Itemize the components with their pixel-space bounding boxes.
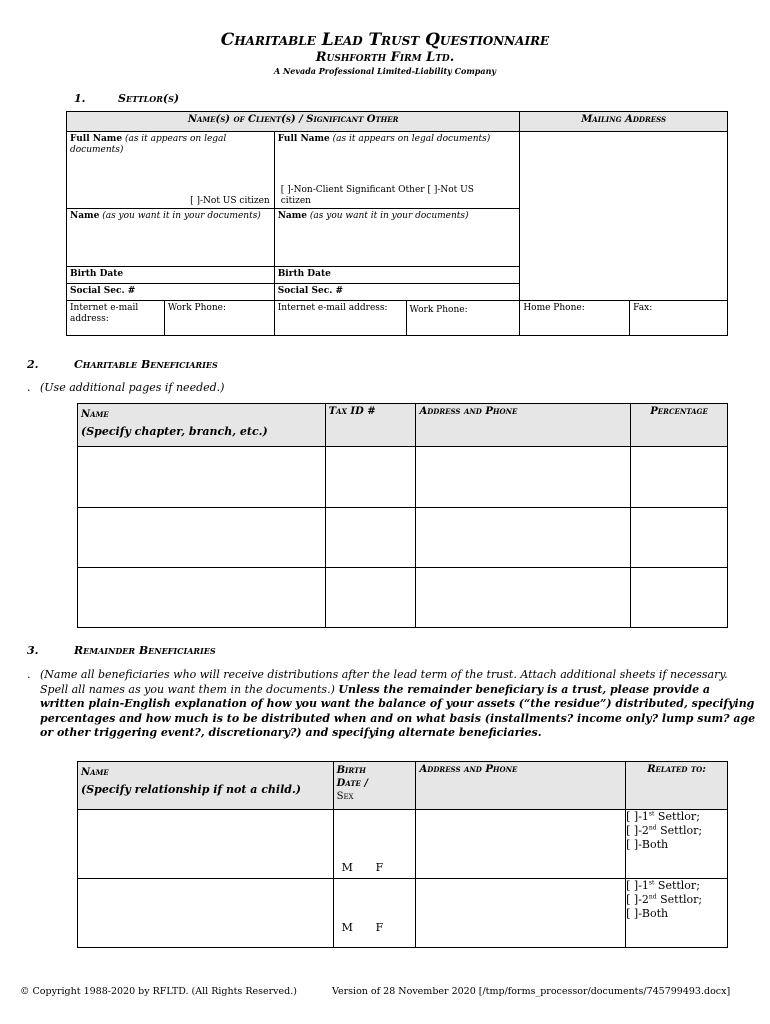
- client2-email[interactable]: Internet e-mail address:: [274, 301, 406, 336]
- client2-ssn[interactable]: Social Sec. #: [274, 284, 520, 301]
- charity-address-input[interactable]: [416, 508, 631, 568]
- percentage-column-header: Percentage: [631, 404, 728, 447]
- section2-note-prefix: .: [27, 381, 31, 394]
- client1-full-name-cell[interactable]: [67, 132, 275, 209]
- footer-copyright: © Copyright 1988-2020 by RFLTD. (All Rights Reserved.): [20, 986, 297, 997]
- mailing-address-cell[interactable]: [520, 132, 728, 301]
- remainder-address-input[interactable]: [416, 810, 626, 879]
- charity-address-input[interactable]: [416, 568, 631, 628]
- address-column-header: Address and Phone: [416, 404, 631, 447]
- section2-note: (Use additional pages if needed.): [40, 381, 225, 394]
- client1-work-phone[interactable]: Work Phone:: [164, 301, 274, 336]
- section2-title: Charitable Beneficiaries: [74, 358, 218, 371]
- sex-f-option[interactable]: F: [375, 861, 384, 874]
- name-header-label: Name: [81, 767, 109, 778]
- home-phone[interactable]: Home Phone:: [520, 301, 630, 336]
- section1-number: 1.: [74, 92, 86, 105]
- remainder-birth-sex-input[interactable]: [333, 879, 416, 948]
- full-name-label: Full Name: [277, 134, 330, 144]
- full-name-label: Full Name: [70, 134, 123, 144]
- client2-name-cell[interactable]: [274, 209, 520, 267]
- taxid-column-header: Tax ID #: [325, 404, 416, 447]
- related-column-header: Related to:: [626, 762, 728, 810]
- birth-header-l2: Date /: [336, 778, 368, 789]
- client2-birth-date[interactable]: Birth Date: [274, 267, 520, 284]
- client1-name-cell[interactable]: [67, 209, 275, 267]
- charity-percentage-input[interactable]: [631, 568, 728, 628]
- section3-note: [40, 668, 758, 741]
- client1-email[interactable]: Internet e-mail address:: [67, 301, 165, 336]
- remainder-beneficiaries-table: [77, 761, 728, 948]
- client1-ssn[interactable]: Social Sec. #: [67, 284, 275, 301]
- client1-birth-date[interactable]: Birth Date: [67, 267, 275, 284]
- address-column-header: Address and Phone: [416, 762, 626, 810]
- birth-header-l3: Sex: [336, 791, 354, 802]
- form-title: Charitable Lead Trust Questionnaire: [220, 30, 550, 50]
- related-to-options: [626, 810, 728, 879]
- settlor-table: [66, 111, 728, 336]
- footer-version: Version of 28 November 2020 [/tmp/forms_processor/documents/745799493.docx]: [332, 986, 731, 997]
- mailing-column-header: Mailing Address: [520, 112, 728, 132]
- full-name-hint: (as it appears on legal documents): [332, 134, 491, 144]
- fax[interactable]: Fax:: [630, 301, 728, 336]
- charity-address-input[interactable]: [416, 447, 631, 508]
- section3-note-bold: Unless the remainder beneficiary is a trust, please provide a written plain-English explanation of how you want the balance of your assets (“the residue”) distributed, specifying percentages and how much is to be distributed when and on what basis (installments? income only? lump sum? age or other triggering event?, discretionary?) and specifying alternate beneficiaries.: [40, 682, 756, 739]
- section3-title: Remainder Beneficiaries: [74, 644, 216, 657]
- sex-m-option[interactable]: M: [341, 861, 353, 874]
- charity-taxid-input[interactable]: [325, 508, 416, 568]
- related-second-settlor[interactable]: [ ]-2nd Settlor;: [626, 824, 703, 837]
- sex-m-option[interactable]: M: [341, 921, 353, 934]
- related-first-settlor[interactable]: [ ]-1st Settlor;: [626, 879, 700, 892]
- charitable-beneficiaries-table: [77, 403, 728, 628]
- related-to-options: [626, 879, 728, 948]
- non-client-checkbox[interactable]: [ ]-Non-Client Significant Other [ ]-Not US citizen: [280, 185, 474, 206]
- name-hint: (as you want it in your documents): [309, 211, 469, 221]
- name-column-header: [78, 404, 326, 447]
- birth-header-l1: Birth: [336, 765, 366, 776]
- charity-taxid-input[interactable]: [325, 568, 416, 628]
- birth-sex-column-header: [333, 762, 416, 810]
- firm-subtitle: A Nevada Professional Limited-Liability Company: [273, 66, 497, 76]
- firm-name: Rushforth Firm Ltd.: [315, 50, 455, 65]
- charity-name-input[interactable]: [78, 447, 326, 508]
- name-header-label: Name: [81, 409, 109, 420]
- related-first-settlor[interactable]: [ ]-1st Settlor;: [626, 810, 700, 823]
- charity-name-input[interactable]: [78, 508, 326, 568]
- name-hint: (as you want it in your documents): [102, 211, 261, 221]
- name-header-hint: (Specify chapter, branch, etc.): [81, 425, 268, 438]
- name-label: Name: [277, 211, 308, 221]
- section3-note-prefix: .: [27, 668, 31, 681]
- name-header-hint: (Specify relationship if not a child.): [81, 783, 301, 796]
- remainder-name-input[interactable]: [78, 879, 334, 948]
- sex-f-option[interactable]: F: [375, 921, 384, 934]
- client2-work-phone[interactable]: Work Phone:: [406, 301, 520, 336]
- charity-name-input[interactable]: [78, 568, 326, 628]
- name-column-header: [78, 762, 334, 810]
- remainder-name-input[interactable]: [78, 810, 334, 879]
- section3-number: 3.: [27, 644, 39, 657]
- remainder-birth-sex-input[interactable]: [333, 810, 416, 879]
- client2-full-name-cell[interactable]: [274, 132, 520, 209]
- clients-column-header: Name(s) of Client(s) / Significant Other: [67, 112, 520, 132]
- section2-number: 2.: [27, 358, 39, 371]
- related-both[interactable]: [ ]-Both: [626, 838, 669, 851]
- charity-percentage-input[interactable]: [631, 447, 728, 508]
- related-both[interactable]: [ ]-Both: [626, 907, 669, 920]
- charity-percentage-input[interactable]: [631, 508, 728, 568]
- not-us-citizen-checkbox[interactable]: [ ]-Not US citizen: [190, 196, 270, 206]
- section3-note-italic: (Name all beneficiaries who will receive distributions after the lead term of the trust. Attach additional sheets if necessary. Spell all names as you want them in the documents.): [40, 668, 728, 696]
- section1-title: Settlor(s): [118, 92, 180, 105]
- full-name-hint: (as it appears on legal documents): [70, 134, 227, 155]
- name-label: Name: [70, 211, 100, 221]
- charity-taxid-input[interactable]: [325, 447, 416, 508]
- remainder-address-input[interactable]: [416, 879, 626, 948]
- related-second-settlor[interactable]: [ ]-2nd Settlor;: [626, 893, 703, 906]
